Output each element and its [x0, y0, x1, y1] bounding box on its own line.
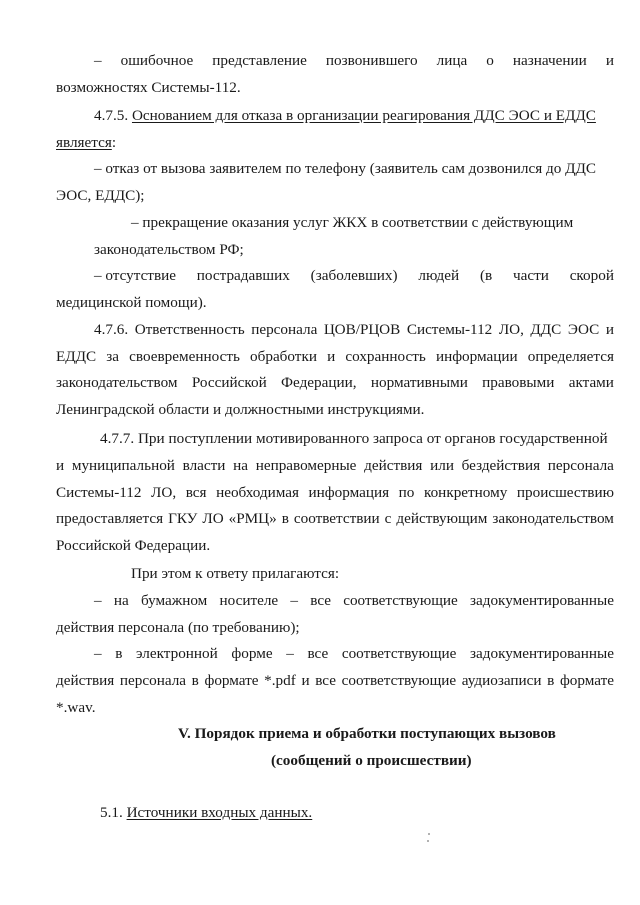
word: и: [301, 672, 310, 689]
word: –: [94, 592, 102, 609]
word: конкретному: [423, 484, 508, 501]
paragraph-line: 4.7.7. При поступлении мотивированного запроса от органов государственной: [100, 430, 608, 447]
attachment-item: [94, 592, 614, 610]
word: действующим: [396, 510, 488, 527]
paragraph-line: [56, 348, 614, 366]
heading-colon: :: [111, 134, 117, 151]
word: или: [430, 457, 454, 474]
attachment-item-cont: действия персонала (по требованию);: [56, 619, 300, 636]
word: задокументированные: [470, 592, 614, 609]
word: предоставляется: [56, 510, 164, 527]
word: носителе: [219, 592, 279, 609]
word: людей: [418, 267, 460, 284]
paragraph-line: [94, 321, 614, 339]
word: –: [94, 645, 102, 662]
text-line: [94, 52, 614, 70]
word: персонала: [547, 457, 614, 474]
text-line: возможностях Системы-112.: [56, 79, 241, 96]
word: представление: [212, 52, 307, 69]
word: правовыми: [482, 374, 555, 391]
scan-artifact: [428, 833, 430, 835]
word: 4.7.6.: [94, 321, 129, 338]
word: аудиозаписи: [461, 672, 542, 689]
word: вся: [185, 484, 207, 501]
word: информации: [435, 348, 518, 365]
item-number: 5.1.: [100, 804, 123, 821]
word: форме: [231, 645, 273, 662]
word: *.pdf: [264, 672, 296, 689]
word: за: [106, 348, 120, 365]
word: бездействия: [461, 457, 541, 474]
section-heading-4-7-5-cont: [56, 134, 116, 152]
word: электронной: [136, 645, 218, 662]
word: с: [384, 510, 392, 527]
word: действия: [56, 672, 115, 689]
word: в: [547, 672, 555, 689]
word: –: [94, 52, 102, 69]
word: о: [486, 52, 494, 69]
word: по: [398, 484, 415, 501]
section-title: V. Порядок приема и обработки поступающих вызовов: [178, 725, 556, 742]
word: Федерации,: [281, 374, 357, 391]
paragraph-line: Ленинградской области и должностными инструкциями.: [56, 401, 425, 418]
word: соответствующие: [343, 592, 458, 609]
paragraph-line: [56, 457, 614, 475]
paragraph-line: [56, 510, 614, 528]
word: происшествию: [516, 484, 614, 501]
word: в: [191, 672, 199, 689]
paragraph-line: [56, 374, 614, 392]
word: все: [310, 592, 331, 609]
reason-item: [94, 267, 614, 285]
word: необходимая: [216, 484, 299, 501]
word: назначении: [512, 52, 587, 69]
word: в: [281, 510, 289, 527]
word: ошибочное: [120, 52, 194, 69]
heading-text: Источники входных данных.: [126, 804, 313, 821]
word: –: [286, 645, 294, 662]
word: скорой: [569, 267, 614, 284]
heading-text: является: [56, 134, 112, 151]
word: все: [315, 672, 336, 689]
word: неправомерные: [255, 457, 357, 474]
word: ЭОС: [567, 321, 600, 338]
word: обработки: [250, 348, 317, 365]
reason-item-cont: законодательством РФ;: [94, 241, 244, 258]
word: бумажном: [140, 592, 208, 609]
scan-artifact: [427, 840, 429, 842]
word: соответствующие: [341, 672, 457, 689]
word: актами: [568, 374, 614, 391]
attachment-item-cont: [56, 672, 614, 690]
paragraph-line: [56, 484, 614, 502]
word: нормативными: [370, 374, 468, 391]
word: позвонившего: [325, 52, 418, 69]
word: определяется: [527, 348, 614, 365]
word: ЕДДС: [56, 348, 97, 365]
word: персонала: [119, 672, 187, 689]
word: на: [233, 457, 248, 474]
word: и: [56, 457, 65, 474]
word: (заболевших): [310, 267, 398, 284]
word: власти: [182, 457, 226, 474]
word: и: [605, 321, 614, 338]
word: формате: [559, 672, 614, 689]
word: ДДС: [530, 321, 562, 338]
word: Российской: [191, 374, 267, 391]
word: персонала: [251, 321, 318, 338]
reason-item-cont: ЭОС, ЕДДС);: [56, 187, 145, 204]
word: сохранность: [345, 348, 426, 365]
section-heading-4-7-5: [94, 107, 596, 125]
word: своевременность: [129, 348, 240, 365]
word: в: [115, 645, 123, 662]
word: –: [290, 592, 298, 609]
word: – отсутствие: [94, 267, 176, 284]
subsection-heading-5-1: [100, 804, 312, 822]
word: ЛО: [202, 510, 224, 527]
word: Системы-112: [56, 484, 142, 501]
reason-item: – отказ от вызова заявителем по телефону (заявитель сам дозвонился до ДДС: [94, 160, 596, 177]
word: и: [327, 348, 336, 365]
word: действия: [364, 457, 423, 474]
item-number: 4.7.5.: [94, 107, 129, 124]
word: формате: [204, 672, 259, 689]
heading-text: Основанием для отказа в организации реагирования ДДС ЭОС и ЕДДС: [131, 107, 596, 124]
word: части: [512, 267, 549, 284]
word: лица: [436, 52, 468, 69]
paragraph-line: Российской Федерации.: [56, 537, 211, 554]
word: все: [307, 645, 329, 662]
word: задокументированные: [470, 645, 614, 662]
reason-item: – прекращение оказания услуг ЖКХ в соответствии с действующим: [131, 214, 574, 231]
word: «РМЦ»: [228, 510, 277, 527]
word: законодательством: [56, 374, 178, 391]
word: ЦОВ/РЦОВ: [323, 321, 401, 338]
word: соответствии: [293, 510, 380, 527]
word: информация: [308, 484, 390, 501]
word: Ответственность: [134, 321, 245, 338]
word: соответствующие: [341, 645, 457, 662]
word: ЛО,: [498, 321, 524, 338]
attachments-intro: При этом к ответу прилагаются:: [131, 565, 340, 582]
word: ЛО,: [151, 484, 177, 501]
word: муниципальной: [71, 457, 175, 474]
reason-item-cont: медицинской помощи).: [56, 294, 207, 311]
word: и: [605, 52, 614, 69]
word: (в: [479, 267, 493, 284]
attachment-item-cont: *.wav.: [56, 699, 96, 716]
word: ГКУ: [168, 510, 198, 527]
word: на: [113, 592, 129, 609]
word: Системы-112: [406, 321, 493, 338]
word: законодательством: [492, 510, 614, 527]
attachment-item: [94, 645, 614, 663]
word: пострадавших: [196, 267, 290, 284]
section-subtitle: (сообщений о происшествии): [271, 752, 472, 769]
